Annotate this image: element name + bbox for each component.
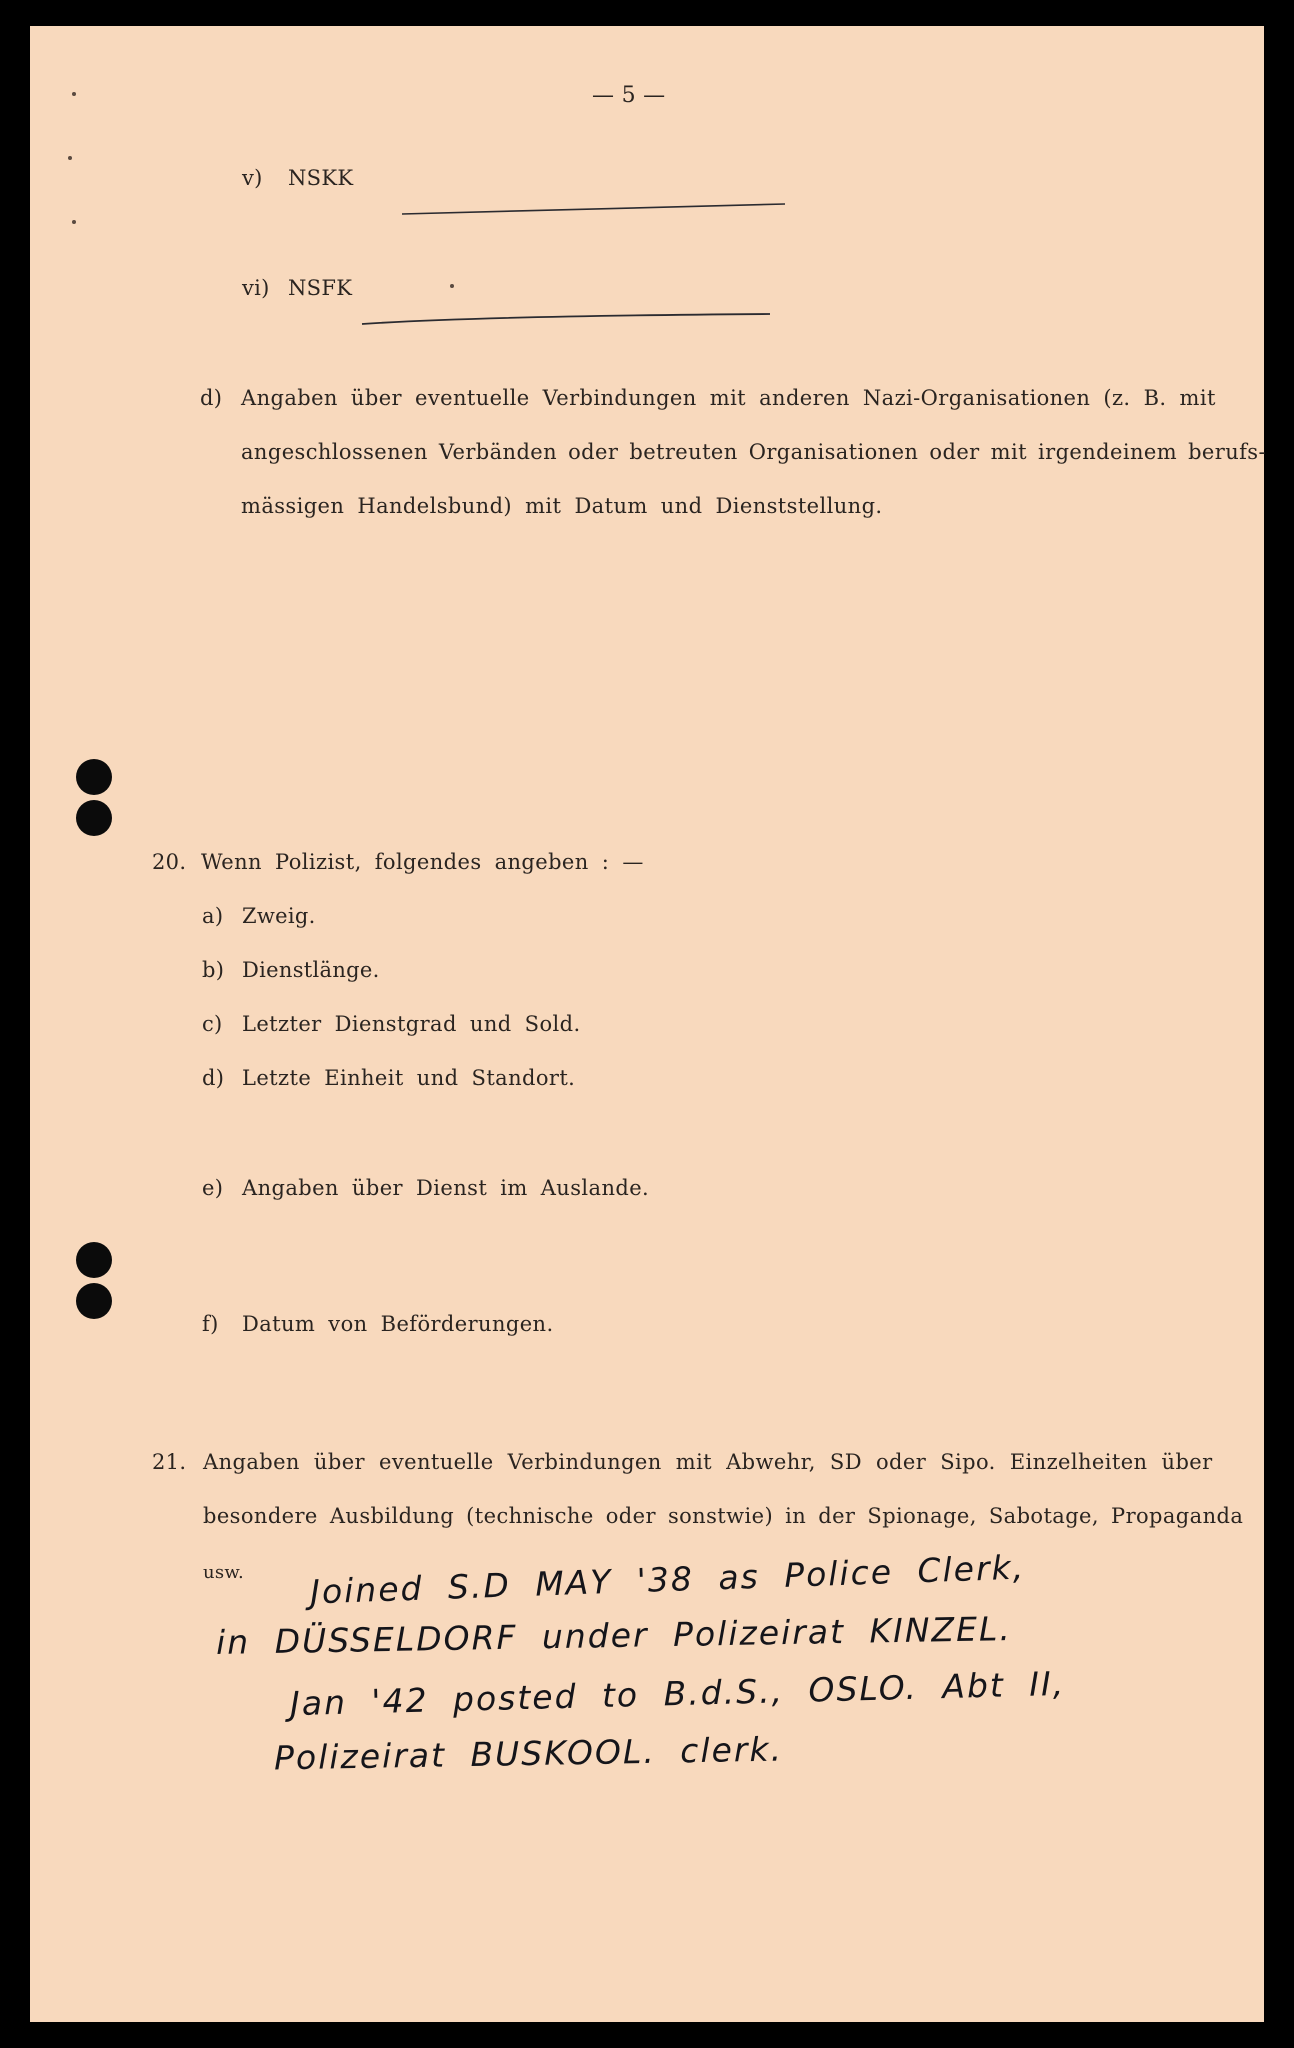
punch-hole xyxy=(76,1242,112,1278)
handwritten-answer-line: Polizeirat BUSKOOL. clerk. xyxy=(273,1729,784,1778)
item-text: Dienstlänge. xyxy=(242,958,380,982)
item-marker: v) xyxy=(242,166,263,190)
handwritten-answer-line: Jan '42 posted to B.d.S., OSLO. Abt II, xyxy=(289,1663,1066,1724)
question-text-line: besondere Ausbildung (technische oder sonstwie) in der Spionage, Sabotage, Propaganda xyxy=(203,1504,1244,1528)
question-text: Wenn Polizist, folgendes angeben : — xyxy=(201,850,644,874)
item-marker: vi) xyxy=(242,276,270,300)
handwritten-answer-line: Joined S.D MAY '38 as Police Clerk, xyxy=(309,1547,1026,1612)
handwritten-dash-line xyxy=(360,308,780,330)
item-text: Zweig. xyxy=(242,904,316,928)
document-page xyxy=(30,26,1264,2022)
item-text: Letzter Dienstgrad und Sold. xyxy=(242,1012,581,1036)
paper-speck xyxy=(72,92,76,96)
item-marker: d) xyxy=(200,386,223,410)
item-label-nskk: NSKK xyxy=(288,166,354,190)
item-text: Angaben über Dienst im Auslande. xyxy=(242,1176,650,1200)
item-text: Datum von Beförderungen. xyxy=(242,1312,554,1336)
punch-hole xyxy=(76,1283,112,1319)
handwritten-dash-line xyxy=(400,200,790,220)
handwritten-answer-line: in DÜSSELDORF under Polizeirat KINZEL. xyxy=(215,1609,1013,1662)
item-text-line: angeschlossenen Verbänden oder betreuten Organisationen oder mit irgendeinem berufs- xyxy=(241,440,1266,464)
item-marker: e) xyxy=(202,1176,224,1200)
paper-speck xyxy=(68,156,72,160)
question-number: 20. xyxy=(152,850,187,874)
question-number: 21. xyxy=(152,1450,187,1474)
punch-hole xyxy=(76,759,112,795)
item-text-line: mässigen Handelsbund) mit Datum und Dienststellung. xyxy=(241,494,883,518)
item-label-nsfk: NSFK xyxy=(288,276,353,300)
punch-hole xyxy=(76,800,112,836)
item-marker: d) xyxy=(202,1066,225,1090)
question-text-line: usw. xyxy=(203,1562,245,1583)
paper-speck xyxy=(72,220,76,224)
page-number: — 5 — xyxy=(592,83,666,108)
item-marker: f) xyxy=(202,1312,219,1336)
item-marker: b) xyxy=(202,958,225,982)
question-text-line: Angaben über eventuelle Verbindungen mit Abwehr, SD oder Sipo. Einzelheiten über xyxy=(203,1450,1213,1474)
paper-speck xyxy=(450,284,454,288)
item-text-line: Angaben über eventuelle Verbindungen mit anderen Nazi-Organisationen (z. B. mit xyxy=(241,386,1216,410)
item-marker: c) xyxy=(202,1012,223,1036)
item-marker: a) xyxy=(202,904,224,928)
item-text: Letzte Einheit und Standort. xyxy=(242,1066,576,1090)
